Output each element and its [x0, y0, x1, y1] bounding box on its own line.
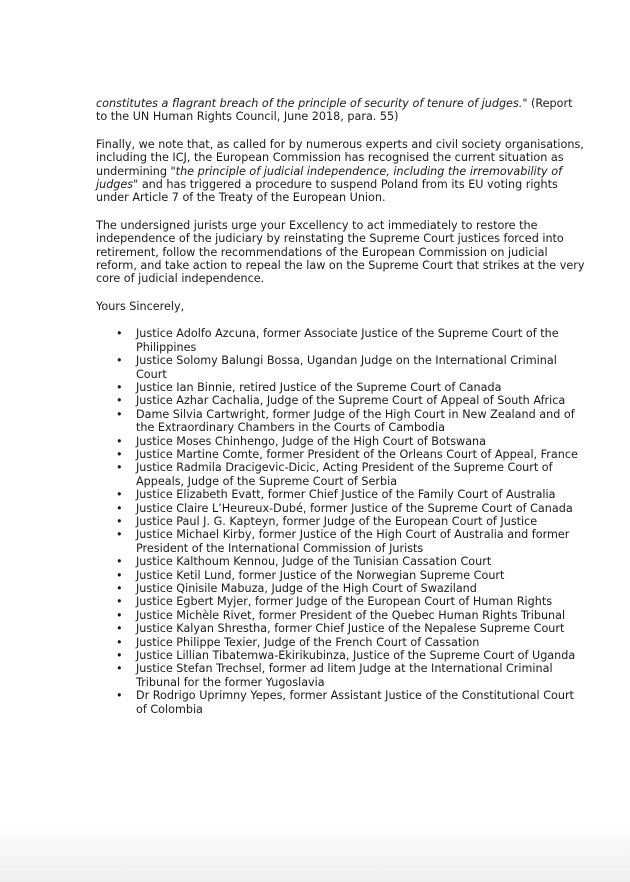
signatory-item [116, 555, 586, 568]
bullet-icon: • [116, 327, 123, 341]
quote-ending-paragraph [96, 97, 586, 124]
signatory-item [116, 448, 586, 461]
signatory-item [116, 327, 586, 354]
bullet-icon: • [116, 608, 123, 622]
signatory-item [116, 569, 586, 582]
paragraph-text: Finally, we note that, as called for by numerous experts and civil society organisations, including the ICJ, the European Commission has recognised the current situation as undermining [96, 137, 584, 178]
bullet-icon: • [116, 582, 123, 595]
signatory-item [116, 394, 586, 407]
signatory-text: Dame Silvia Cartwright, former Judge of the High Court in New Zealand and of the Extraordinary Chambers in the Courts of Cambodia [136, 407, 575, 435]
signatory-item [116, 689, 586, 716]
bullet-icon: • [116, 568, 123, 582]
signatory-item [116, 502, 586, 515]
signatory-item [116, 636, 586, 649]
letter-body [96, 97, 586, 716]
bullet-icon: • [116, 649, 123, 663]
signatory-text: Justice Ian Binnie, retired Justice of the Supreme Court of Canada [136, 380, 502, 394]
bullet-icon: • [116, 501, 123, 515]
closing-salutation: Yours Sincerely, [96, 299, 185, 313]
bullet-icon: • [116, 528, 123, 542]
signatory-text: Justice Adolfo Azcuna, former Associate Justice of the Supreme Court of the Philippines [136, 327, 559, 354]
signatory-text: Justice Martine Comte, former President of the Orleans Court of Appeal, France [136, 447, 578, 461]
bullet-icon: • [116, 488, 123, 502]
bullet-icon: • [116, 595, 123, 609]
signatory-item [116, 528, 586, 555]
paragraph-text: and has triggered a procedure to suspend Poland from its EU voting rights under Article 7 of the Treaty of the European Union. [96, 178, 558, 205]
signatory-item [116, 595, 586, 608]
signatory-item [116, 662, 586, 689]
signatory-item [116, 582, 586, 595]
signatory-item [116, 408, 586, 435]
paragraph-text: The undersigned jurists urge your Excellency to act immediately to restore the independence of the judiciary by reinstating the Supreme Court justices forced into retirement, follow the recommendations of the European Commission on judicial reform, and take action to repeal the law on the Supreme Court that strikes at the very core of judicial independence. [96, 218, 585, 286]
signatory-text: Justice Michael Kirby, former Justice of the High Court of Australia and former President of the International Commission of Jurists [136, 528, 570, 555]
signatory-text: Justice Kalthoum Kennou, Judge of the Tunisian Cassation Court [136, 555, 492, 569]
page-bottom-shadow [0, 822, 630, 882]
signatory-text: Justice Philippe Texier, Judge of the French Court of Cassation [136, 635, 480, 649]
signatory-text: Justice Paul J. G. Kapteyn, former Judge of the European Court of Justice [136, 514, 538, 528]
bullet-icon: • [116, 622, 123, 636]
signatory-text: Justice Stefan Trechsel, former ad litem Judge at the International Criminal Tribunal for the former Yugoslavia [136, 662, 553, 689]
signatory-text: Justice Moses Chinhengo, Judge of the High Court of Botswana [136, 434, 486, 448]
signatory-item [116, 354, 586, 381]
signatory-text: Justice Lillian Tibatemwa-Ekirikubinza, Justice of the Supreme Court of Uganda [136, 649, 576, 663]
bullet-icon: • [116, 514, 123, 528]
quote-text: constitutes a flagrant breach of the principle of security of tenure of judges." [96, 97, 528, 110]
signatory-text: Justice Egbert Myjer, former Judge of the European Court of Human Rights [136, 595, 553, 609]
bullet-icon: • [116, 354, 123, 368]
signatory-text: Justice Ketil Lund, former Justice of the Norwegian Supreme Court [136, 568, 505, 582]
signatory-text: Justice Qinisile Mabuza, Judge of the High Court of Swaziland [136, 582, 477, 595]
bullet-icon: • [116, 689, 123, 703]
quote-text: "the principle of judicial independence, including the irremovability of judges" [96, 164, 563, 192]
bullet-icon: • [116, 380, 123, 394]
bullet-icon: • [116, 662, 123, 676]
citation-text: (Report to the UN Human Rights Council, June 2018, para. 55) [96, 97, 573, 124]
bullet-icon: • [116, 447, 123, 461]
bullet-icon: • [116, 555, 123, 569]
signatory-text: Justice Radmila Dracigevic-Dicic, Acting President of the Supreme Court of Appeals, Judge of the Supreme Court of Serbia [136, 461, 553, 488]
urge-paragraph [96, 219, 586, 286]
signatory-item [116, 649, 586, 662]
signatory-item [116, 515, 586, 528]
signatory-text: Justice Elizabeth Evatt, former Chief Justice of the Family Court of Australia [136, 488, 556, 502]
signatory-item [116, 381, 586, 394]
signatory-item [116, 488, 586, 501]
signatory-text: Justice Michèle Rivet, former President of the Quebec Human Rights Tribunal [136, 608, 566, 622]
signatory-text: Justice Kalyan Shrestha, former Chief Justice of the Nepalese Supreme Court [136, 622, 565, 636]
signatory-item [116, 622, 586, 635]
bullet-icon: • [116, 394, 123, 408]
signatory-list [96, 327, 586, 716]
bullet-icon: • [116, 407, 123, 421]
bullet-icon: • [116, 434, 123, 448]
signatory-text: Justice Azhar Cachalia, Judge of the Supreme Court of Appeal of South Africa [136, 394, 566, 408]
signatory-text: Dr Rodrigo Uprimny Yepes, former Assistant Justice of the Constitutional Court of Colombia [136, 689, 574, 716]
signatory-item [116, 609, 586, 622]
signatory-text: Justice Claire L’Heureux-Dubé, former Justice of the Supreme Court of Canada [136, 501, 573, 515]
european-commission-paragraph [96, 138, 586, 205]
signatory-text: Justice Solomy Balungi Bossa, Ugandan Judge on the International Criminal Court [136, 354, 557, 381]
signatory-item [116, 435, 586, 448]
bullet-icon: • [116, 635, 123, 649]
signatory-item [116, 461, 586, 488]
bullet-icon: • [116, 461, 123, 475]
